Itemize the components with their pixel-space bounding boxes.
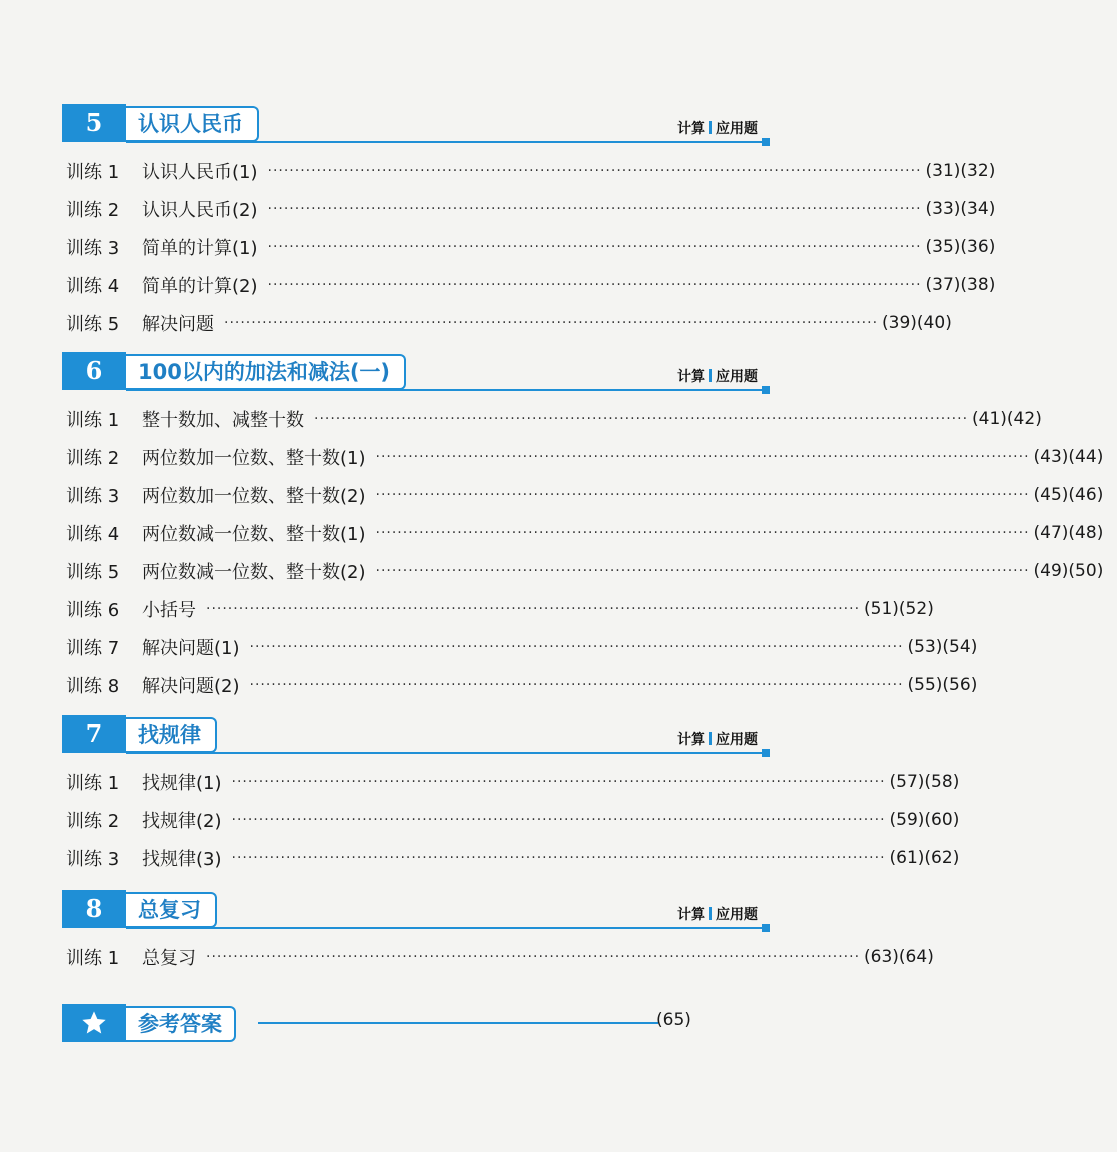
section-title: 总复习	[126, 892, 217, 928]
page-numbers: (33)(34)	[925, 199, 996, 219]
page-numbers: (57)(58)	[889, 772, 960, 792]
toc-entry[interactable]	[62, 552, 1104, 590]
section-header	[62, 715, 770, 755]
page-numbers: (43)(44)	[1033, 447, 1104, 467]
entry-title: 两位数减一位数、整十数(1)	[142, 524, 366, 545]
section-6	[62, 352, 1104, 704]
entry-list	[62, 938, 934, 976]
lesson-number: 训练 4	[66, 276, 120, 297]
tag-calculation: 计算	[677, 732, 705, 748]
dot-leader: ························································································································	[267, 239, 922, 255]
page-numbers: (63)(64)	[864, 947, 934, 967]
tag-calculation: 计算	[677, 121, 705, 137]
section-number: 5	[62, 104, 126, 142]
entry-title: 解决问题(1)	[142, 638, 240, 659]
page-numbers: (53)(54)	[907, 637, 978, 657]
dot-leader: ························································································································	[206, 949, 861, 965]
section-rule-end	[762, 749, 770, 757]
entry-title: 认识人民币(2)	[142, 200, 258, 221]
dot-leader: ························································································································	[224, 315, 879, 331]
entry-title: 找规律(1)	[142, 773, 222, 794]
lesson-number: 训练 5	[66, 562, 120, 583]
lesson-number: 训练 5	[66, 314, 120, 335]
section-number: 7	[62, 715, 126, 753]
section-number: 8	[62, 890, 126, 928]
toc-entry[interactable]	[62, 228, 996, 266]
section-title: 认识人民币	[126, 106, 259, 142]
answer-key-row[interactable]	[62, 1002, 770, 1042]
lesson-number: 训练 2	[66, 200, 120, 221]
tag-word-problems: 应用题	[716, 369, 758, 385]
page-numbers: (55)(56)	[907, 675, 978, 695]
section-7	[62, 715, 960, 877]
entry-list	[62, 400, 1104, 704]
section-rule	[126, 752, 764, 754]
toc-entry[interactable]	[62, 152, 996, 190]
entry-title: 解决问题(2)	[142, 676, 240, 697]
dot-leader: ························································································································	[231, 812, 886, 828]
section-rule	[126, 389, 764, 391]
section-title: 找规律	[126, 717, 217, 753]
entry-title: 找规律(2)	[142, 811, 222, 832]
dot-leader: ························································································································	[231, 850, 886, 866]
lesson-number: 训练 2	[66, 811, 120, 832]
tag-word-problems: 应用题	[716, 121, 758, 137]
entry-title: 两位数加一位数、整十数(1)	[142, 448, 366, 469]
answer-key-title: 参考答案	[126, 1006, 236, 1042]
section-tags	[677, 118, 758, 138]
entry-title: 两位数减一位数、整十数(2)	[142, 562, 366, 583]
page-numbers: (61)(62)	[889, 848, 960, 868]
tag-separator	[709, 369, 712, 382]
toc-entry[interactable]	[62, 628, 978, 666]
page-numbers: (51)(52)	[864, 599, 934, 619]
tag-word-problems: 应用题	[716, 732, 758, 748]
lesson-number: 训练 7	[66, 638, 120, 659]
page-numbers: (35)(36)	[925, 237, 996, 257]
section-tags	[677, 729, 758, 749]
toc-entry[interactable]	[62, 666, 978, 704]
toc-entry[interactable]	[62, 266, 996, 304]
toc-entry[interactable]	[62, 190, 996, 228]
entry-list	[62, 152, 996, 342]
page-numbers: (41)(42)	[972, 409, 1042, 429]
toc-entry[interactable]	[62, 304, 952, 342]
dot-leader: ························································································································	[267, 201, 922, 217]
lesson-number: 训练 4	[66, 524, 120, 545]
dot-leader: ························································································································	[206, 601, 861, 617]
section-rule	[126, 141, 764, 143]
lesson-number: 训练 6	[66, 600, 120, 621]
entry-title: 两位数加一位数、整十数(2)	[142, 486, 366, 507]
lesson-number: 训练 1	[66, 948, 120, 969]
entry-title: 总复习	[142, 948, 196, 969]
entry-title: 认识人民币(1)	[142, 162, 258, 183]
dot-leader: ························································································································	[375, 487, 1030, 503]
dot-leader: ························································································································	[314, 411, 969, 427]
toc-entry[interactable]	[62, 763, 960, 801]
section-rule-end	[762, 924, 770, 932]
lesson-number: 训练 3	[66, 238, 120, 259]
dot-leader: ························································································································	[267, 163, 922, 179]
page-numbers: (37)(38)	[925, 275, 996, 295]
page-numbers: (45)(46)	[1033, 485, 1104, 505]
page-numbers: (59)(60)	[889, 810, 960, 830]
lesson-number: 训练 8	[66, 676, 120, 697]
page-numbers: (39)(40)	[882, 313, 952, 333]
dot-leader: ························································································································	[267, 277, 922, 293]
lesson-number: 训练 1	[66, 162, 120, 183]
dot-leader: ························································································································	[249, 677, 904, 693]
section-tags	[677, 904, 758, 924]
page-numbers: (31)(32)	[925, 161, 996, 181]
section-header	[62, 890, 770, 930]
dot-leader: ························································································································	[249, 639, 904, 655]
lesson-number: 训练 3	[66, 849, 120, 870]
section-title: 100以内的加法和减法(一)	[126, 354, 406, 390]
dot-leader: ························································································································	[375, 525, 1030, 541]
entry-title: 找规律(3)	[142, 849, 222, 870]
entry-list	[62, 763, 960, 877]
entry-title: 简单的计算(1)	[142, 238, 258, 259]
section-rule	[126, 927, 764, 929]
toc-entry[interactable]	[62, 476, 1104, 514]
answer-key-page: (65)	[656, 1010, 691, 1030]
dot-leader: ························································································································	[231, 774, 886, 790]
toc-entry[interactable]	[62, 801, 960, 839]
section-rule-end	[762, 386, 770, 394]
toc-entry[interactable]	[62, 839, 960, 877]
tag-calculation: 计算	[677, 907, 705, 923]
page-numbers: (47)(48)	[1033, 523, 1104, 543]
tag-calculation: 计算	[677, 369, 705, 385]
lesson-number: 训练 1	[66, 773, 120, 794]
tag-separator	[709, 732, 712, 745]
section-5	[62, 104, 996, 342]
star-icon	[62, 1004, 126, 1042]
tag-word-problems: 应用题	[716, 907, 758, 923]
entry-title: 小括号	[142, 600, 196, 621]
toc-entry[interactable]	[62, 400, 1042, 438]
dot-leader: ························································································································	[375, 449, 1030, 465]
toc-entry[interactable]	[62, 438, 1104, 476]
section-8	[62, 890, 934, 976]
answer-key-line	[258, 1022, 658, 1024]
tag-separator	[709, 121, 712, 134]
section-number: 6	[62, 352, 126, 390]
section-header	[62, 352, 770, 392]
section-rule-end	[762, 138, 770, 146]
lesson-number: 训练 2	[66, 448, 120, 469]
toc-entry[interactable]	[62, 514, 1104, 552]
lesson-number: 训练 3	[66, 486, 120, 507]
entry-title: 解决问题	[142, 314, 214, 335]
entry-title: 整十数加、减整十数	[142, 410, 304, 431]
section-tags	[677, 366, 758, 386]
entry-title: 简单的计算(2)	[142, 276, 258, 297]
tag-separator	[709, 907, 712, 920]
page-numbers: (49)(50)	[1033, 561, 1104, 581]
section-header	[62, 104, 770, 144]
toc-entry[interactable]	[62, 938, 934, 976]
lesson-number: 训练 1	[66, 410, 120, 431]
toc-entry[interactable]	[62, 590, 934, 628]
dot-leader: ························································································································	[375, 563, 1030, 579]
